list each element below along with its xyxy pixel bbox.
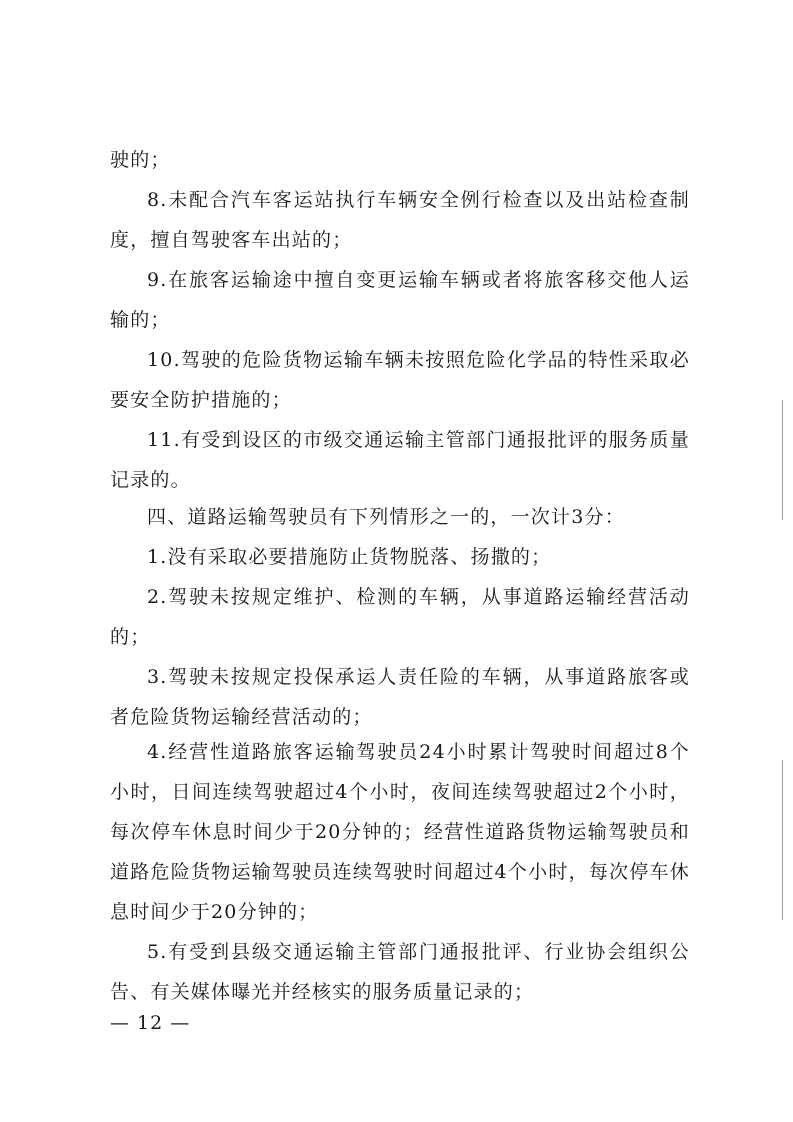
paragraph-item-11: 11.有受到设区的市级交通运输主管部门通报批评的服务质量记录的。: [110, 429, 690, 491]
scan-edge-line-lower: [782, 760, 783, 920]
page-number: — 12 —: [110, 1012, 191, 1034]
section-heading-four: 四、道路运输驾驶员有下列情形之一的，一次计3分：: [147, 506, 625, 528]
paragraph-item-3: 3.驾驶未按规定投保承运人责任险的车辆，从事道路旅客或者危险货物运输经营活动的；: [110, 666, 690, 728]
paragraph-item-1: 1.没有采取必要措施防止货物脱落、扬撒的；: [147, 546, 552, 568]
paragraph-continuation: 驶的；: [110, 149, 171, 171]
paragraph-item-5: 5.有受到县级交通运输主管部门通报批评、行业协会组织公告、有关媒体曝光并经核实的服务质量记录的；: [110, 941, 690, 1003]
paragraph-item-2: 2.驾驶未按规定维护、检测的车辆，从事道路运输经营活动的；: [110, 586, 690, 648]
paragraph-item-10: 10.驾驶的危险货物运输车辆未按照危险化学品的特性采取必要安全防护措施的；: [110, 349, 690, 411]
paragraph-item-9: 9.在旅客运输途中擅自变更运输车辆或者将旅客移交他人运输的；: [110, 269, 690, 331]
paragraph-item-4: 4.经营性道路旅客运输驾驶员24小时累计驾驶时间超过8个小时，日间连续驾驶超过4个小时，夜间连续驾驶超过2个小时，每次停车休息时间少于20分钟的；经营性道路货物运输驾驶员和道路危险货物运输驾驶员连续驾驶时间超过4个小时，每次停车休息时间少于20分钟的；: [110, 741, 690, 923]
scan-edge-line: [782, 400, 783, 520]
paragraph-item-8: 8.未配合汽车客运站执行车辆安全例行检查以及出站检查制度，擅自驾驶客车出站的；: [110, 189, 690, 251]
